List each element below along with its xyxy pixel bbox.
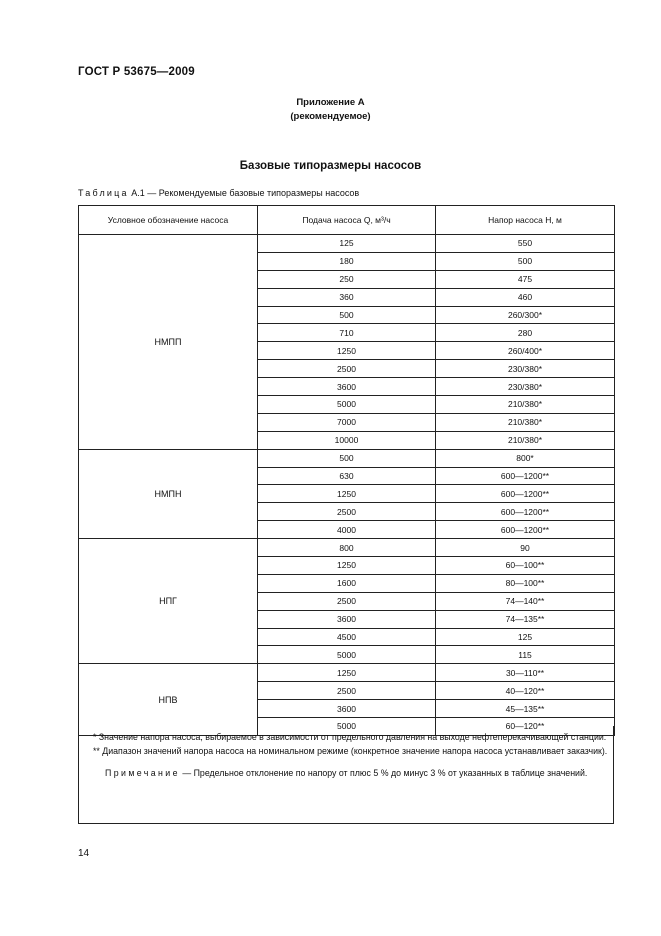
appendix-title: Приложение А (296, 97, 365, 108)
head-cell: 230/380* (436, 378, 615, 396)
flow-cell: 3600 (258, 378, 436, 396)
pump-sizes-table (78, 205, 615, 736)
flow-cell: 710 (258, 324, 436, 342)
head-cell: 90 (436, 539, 615, 557)
flow-cell: 360 (258, 288, 436, 306)
flow-cell: 125 (258, 235, 436, 253)
head-cell: 800* (436, 449, 615, 467)
flow-cell: 10000 (258, 431, 436, 449)
remark (79, 758, 613, 780)
flow-cell: 2500 (258, 592, 436, 610)
pump-designation-cell: НМПН (79, 449, 258, 538)
flow-cell: 4000 (258, 521, 436, 539)
head-cell: 30—110** (436, 664, 615, 682)
footnote-2: ** Диапазон значений напора насоса на номинальном режиме (конкретное значение напора насоса устанавливает заказчик). (93, 746, 608, 756)
flow-cell: 2500 (258, 360, 436, 378)
head-cell: 45—135** (436, 700, 615, 718)
table-caption-number: А.1 (131, 188, 145, 198)
document-code: ГОСТ Р 53675—2009 (78, 66, 195, 78)
head-cell: 80—100** (436, 574, 615, 592)
flow-cell: 5000 (258, 396, 436, 414)
table-header-row (79, 206, 615, 235)
head-cell: 60—120** (436, 718, 615, 736)
pump-designation-cell: НМПП (79, 235, 258, 450)
head-cell: 600—1200** (436, 521, 615, 539)
flow-cell: 1250 (258, 342, 436, 360)
table-caption-label: Таблица (78, 188, 129, 198)
head-cell: 475 (436, 270, 615, 288)
table-caption-text: — Рекомендуемые базовые типоразмеры насосов (144, 188, 360, 198)
appendix-block (0, 96, 661, 124)
table-row (79, 235, 615, 253)
table-row (79, 664, 615, 682)
head-cell: 260/400* (436, 342, 615, 360)
head-cell: 115 (436, 646, 615, 664)
table-notes (78, 726, 614, 824)
head-cell: 600—1200** (436, 467, 615, 485)
flow-cell: 3600 (258, 700, 436, 718)
col-header-flow: Подача насоса Q, м³/ч (258, 206, 436, 235)
flow-cell: 4500 (258, 628, 436, 646)
flow-cell: 7000 (258, 413, 436, 431)
col-header-head: Напор насоса H, м (436, 206, 615, 235)
head-cell: 600—1200** (436, 485, 615, 503)
head-cell: 125 (436, 628, 615, 646)
flow-cell: 1250 (258, 664, 436, 682)
head-cell: 260/300* (436, 306, 615, 324)
section-heading: Базовые типоразмеры насосов (239, 160, 422, 172)
flow-cell: 5000 (258, 646, 436, 664)
flow-cell: 500 (258, 449, 436, 467)
head-cell: 280 (436, 324, 615, 342)
head-cell: 550 (436, 235, 615, 253)
flow-cell: 500 (258, 306, 436, 324)
table-row (79, 449, 615, 467)
flow-cell: 3600 (258, 610, 436, 628)
flow-cell: 1600 (258, 574, 436, 592)
head-cell: 210/380* (436, 396, 615, 414)
head-cell: 500 (436, 252, 615, 270)
page-number: 14 (78, 848, 90, 859)
flow-cell: 5000 (258, 718, 436, 736)
flow-cell: 1250 (258, 485, 436, 503)
table-row (79, 539, 615, 557)
flow-cell: 250 (258, 270, 436, 288)
flow-cell: 2500 (258, 682, 436, 700)
table-caption (78, 188, 359, 198)
remark-label: Примечание (105, 768, 180, 778)
head-cell: 74—140** (436, 592, 615, 610)
head-cell: 460 (436, 288, 615, 306)
flow-cell: 180 (258, 252, 436, 270)
table-body (79, 235, 615, 736)
flow-cell: 1250 (258, 557, 436, 575)
col-header-designation: Условное обозначение насоса (79, 206, 258, 235)
head-cell: 40—120** (436, 682, 615, 700)
head-cell: 600—1200** (436, 503, 615, 521)
pump-designation-cell: НПВ (79, 664, 258, 736)
flow-cell: 800 (258, 539, 436, 557)
remark-text: — Предельное отклонение по напору от плюс 5 % до минус 3 % от указанных в таблице значений. (179, 768, 588, 778)
flow-cell: 630 (258, 467, 436, 485)
footnote-1: * Значение напора насоса, выбираемое в зависимости от предельного давления на выходе нефтеперекачивающей станции. (93, 732, 607, 742)
appendix-subtitle: (рекомендуемое) (290, 111, 371, 122)
pump-designation-cell: НПГ (79, 539, 258, 664)
head-cell: 210/380* (436, 431, 615, 449)
head-cell: 230/380* (436, 360, 615, 378)
flow-cell: 2500 (258, 503, 436, 521)
head-cell: 210/380* (436, 413, 615, 431)
head-cell: 60—100** (436, 557, 615, 575)
head-cell: 74—135** (436, 610, 615, 628)
